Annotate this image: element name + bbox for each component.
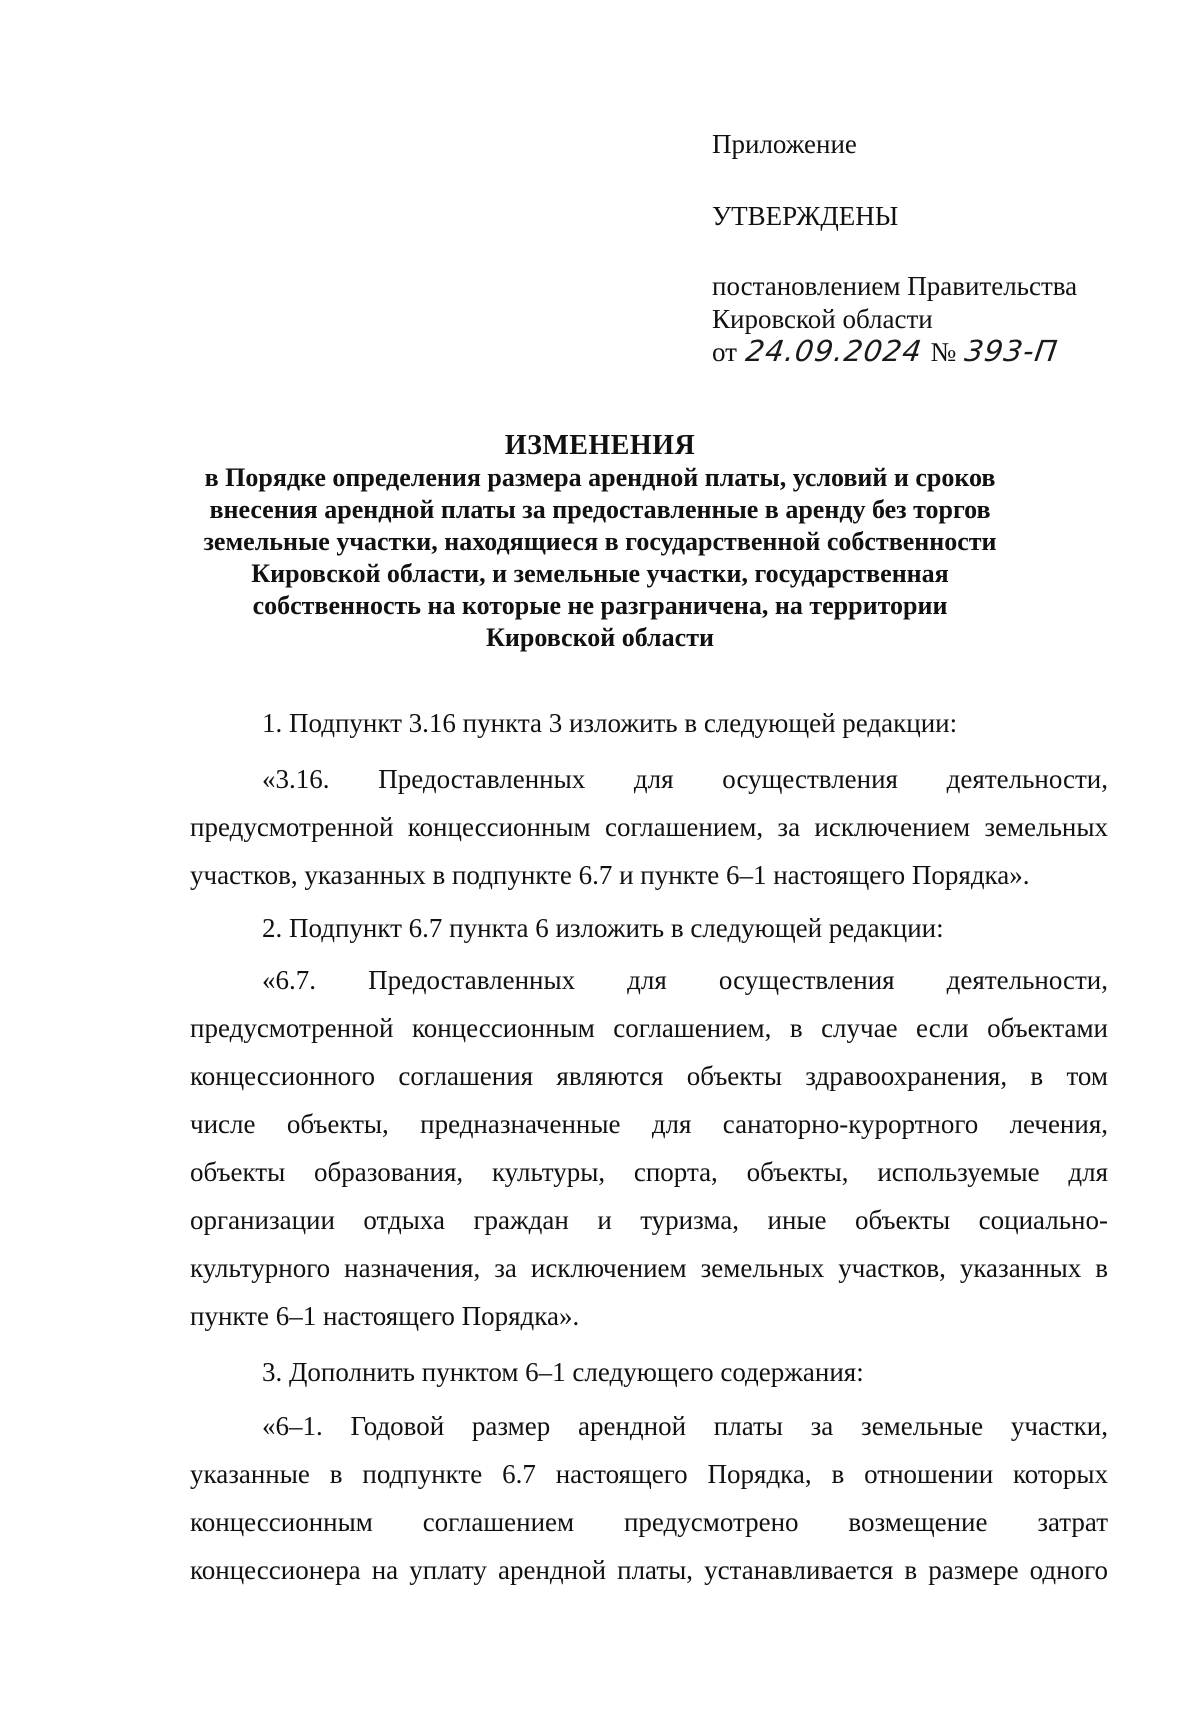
body-line: указанные в подпункте 6.7 настоящего Порядка, в отношении которых	[190, 1459, 1108, 1489]
decree-date-line	[712, 335, 1060, 369]
number-sign: №	[930, 337, 957, 367]
body-line: числе объекты, предназначенные для санаторно-курортного лечения,	[190, 1109, 1108, 1139]
decree-line-2: Кировской области	[712, 304, 933, 334]
appendix-label: Приложение	[712, 129, 857, 159]
subtitle-line: Кировской области, и земельные участки, государственная	[251, 559, 949, 588]
body-line: 2. Подпункт 6.7 пункта 6 изложить в следующей редакции:	[262, 913, 944, 943]
title-subtitle	[180, 462, 1020, 654]
body-line: концессионного соглашения являются объекты здравоохранения, в том	[190, 1061, 1108, 1091]
approved-label: УТВЕРЖДЕНЫ	[712, 201, 899, 231]
body-line: участков, указанных в подпункте 6.7 и пункте 6–1 настоящего Порядка».	[190, 860, 1030, 890]
body-line: «3.16. Предоставленных для осуществления деятельности,	[262, 764, 1108, 794]
subtitle-line: земельные участки, находящиеся в государственной собственности	[203, 527, 997, 556]
decree-line-1: постановлением Правительства	[712, 271, 1078, 301]
subtitle-line: в Порядке определения размера арендной платы, условий и сроков	[204, 463, 996, 492]
body-line: объекты образования, культуры, спорта, объекты, используемые для	[190, 1157, 1108, 1187]
date-prefix: от	[712, 337, 737, 367]
body-line: пункте 6–1 настоящего Порядка».	[190, 1301, 580, 1331]
body-line: концессионера на уплату арендной платы, устанавливается в размере одного	[190, 1555, 1108, 1585]
body-line: предусмотренной концессионным соглашением, за исключением земельных	[190, 812, 1108, 842]
body-line: 3. Дополнить пунктом 6–1 следующего содержания:	[262, 1357, 864, 1387]
handwritten-number: 393-П	[962, 334, 1061, 368]
body-line: предусмотренной концессионным соглашением, в случае если объектами	[190, 1013, 1108, 1043]
subtitle-line: внесения арендной платы за предоставленные в аренду без торгов	[209, 495, 991, 524]
document-title	[180, 430, 1020, 654]
body-line: организации отдыха граждан и туризма, иные объекты социально-	[190, 1205, 1108, 1235]
subtitle-line: Кировской области	[486, 623, 714, 652]
body-line: «6.7. Предоставленных для осуществления деятельности,	[262, 965, 1108, 995]
body-line: культурного назначения, за исключением земельных участков, указанных в	[190, 1253, 1108, 1283]
body-line: концессионным соглашением предусмотрено возмещение затрат	[190, 1507, 1108, 1537]
handwritten-date: 24.09.2024	[743, 334, 925, 368]
title-heading: ИЗМЕНЕНИЯ	[504, 430, 696, 461]
subtitle-line: собственность на которые не разграничена, на территории	[252, 591, 948, 620]
body-line: 1. Подпункт 3.16 пункта 3 изложить в следующей редакции:	[262, 708, 958, 738]
body-line: «6–1. Годовой размер арендной платы за земельные участки,	[262, 1411, 1108, 1441]
